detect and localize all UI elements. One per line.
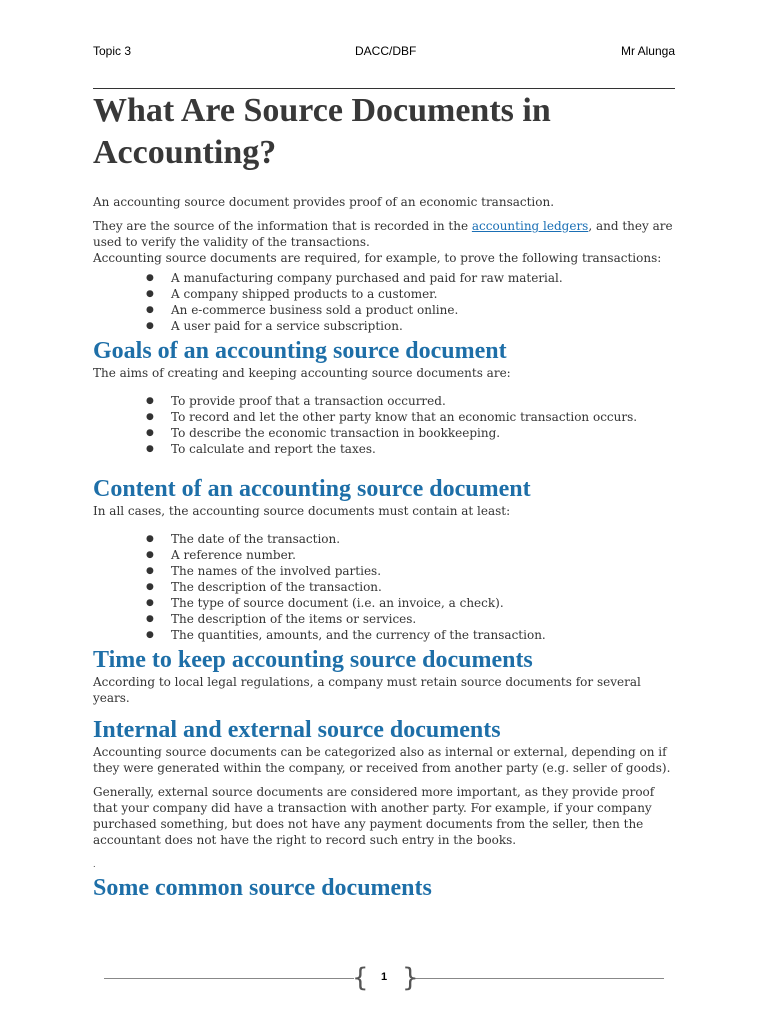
bullet-icon: ● (146, 305, 154, 315)
page-number: 1 (380, 971, 388, 983)
time-paragraph: According to local legal regulations, a company must retain source documents for several years. (93, 675, 641, 705)
list-item: ● To record and let the other party know that an economic transaction occurs. (146, 410, 638, 424)
bullet-icon: ● (146, 396, 154, 406)
bullet-icon: ● (146, 273, 154, 283)
time-heading: Time to keep accounting source documents (93, 647, 533, 673)
list-item: ● To calculate and report the taxes. (146, 442, 376, 456)
bullet-icon: ● (146, 598, 154, 608)
bullet-icon: ● (146, 614, 154, 624)
internal-paragraph-1: Accounting source documents can be categorized also as internal or external, depending on if they were generated within the company, or received from another party (e.g. seller of goods). (93, 745, 671, 775)
goals-heading: Goals of an accounting source document (93, 338, 507, 364)
page-title: What Are Source Documents in Accounting? (93, 92, 551, 171)
left-brace-icon: { (352, 963, 369, 993)
goals-list (93, 393, 675, 457)
example-transactions-list (93, 270, 675, 334)
intro-paragraph: An accounting source document provides proof of an economic transaction. (93, 195, 555, 209)
bullet-icon: ● (146, 428, 154, 438)
list-item: ● A company shipped products to a customer. (146, 287, 438, 301)
examples-paragraph: Accounting source documents are required, for example, to prove the following transactions: (93, 251, 662, 265)
list-item: ● The names of the involved parties. (146, 564, 382, 578)
list-item: ● The quantities, amounts, and the currency of the transaction. (146, 628, 546, 642)
list-item: ● The date of the transaction. (146, 532, 341, 546)
ledger-text-after: , and they are used to verify the validity of the transactions. (93, 219, 673, 249)
list-item: ● A manufacturing company purchased and paid for raw material. (146, 271, 563, 285)
document-body (93, 88, 675, 902)
header-topic: Topic 3 (93, 44, 132, 58)
common-heading: Some common source documents (93, 875, 432, 901)
content-heading: Content of an accounting source document (93, 476, 531, 502)
right-brace-icon: } (402, 963, 419, 993)
internal-paragraph-2: Generally, external source documents are considered more important, as they provide proof that your company did have a transaction with another party. For example, if your company purchased something, but does not have any payment documents from the seller, then the accountant does not have the right to record such entry in the books. (93, 785, 655, 847)
bullet-icon: ● (146, 444, 154, 454)
list-item: ● To provide proof that a transaction occurred. (146, 394, 446, 408)
list-item: ● A reference number. (146, 548, 296, 562)
accounting-ledgers-link[interactable]: accounting ledgers (471, 219, 589, 233)
bullet-icon: ● (146, 630, 154, 640)
page-header (93, 44, 675, 64)
bullet-icon: ● (146, 534, 154, 544)
list-item: ● The description of the transaction. (146, 580, 382, 594)
stray-dot: . (93, 860, 96, 869)
content-list (93, 531, 675, 643)
internal-heading: Internal and external source documents (93, 717, 501, 743)
footer-rule-right (412, 978, 664, 979)
content-intro: In all cases, the accounting source documents must contain at least: (93, 504, 511, 518)
list-item: ● A user paid for a service subscription. (146, 319, 403, 333)
bullet-icon: ● (146, 550, 154, 560)
list-item: ● The type of source document (i.e. an invoice, a check). (146, 596, 504, 610)
bullet-icon: ● (146, 582, 154, 592)
goals-intro: The aims of creating and keeping accounting source documents are: (93, 366, 511, 380)
list-item: ● To describe the economic transaction in bookkeeping. (146, 426, 501, 440)
ledger-text-before: They are the source of the information that is recorded in the (93, 219, 472, 233)
header-course: DACC/DBF (355, 44, 417, 58)
bullet-icon: ● (146, 412, 154, 422)
list-item: ● The description of the items or services. (146, 612, 417, 626)
footer-rule-left (104, 978, 354, 979)
list-item: ● An e-commerce business sold a product online. (146, 303, 459, 317)
bullet-icon: ● (146, 289, 154, 299)
header-author: Mr Alunga (620, 44, 675, 58)
bullet-icon: ● (146, 321, 154, 331)
ledger-paragraph (93, 218, 675, 250)
bullet-icon: ● (146, 566, 154, 576)
